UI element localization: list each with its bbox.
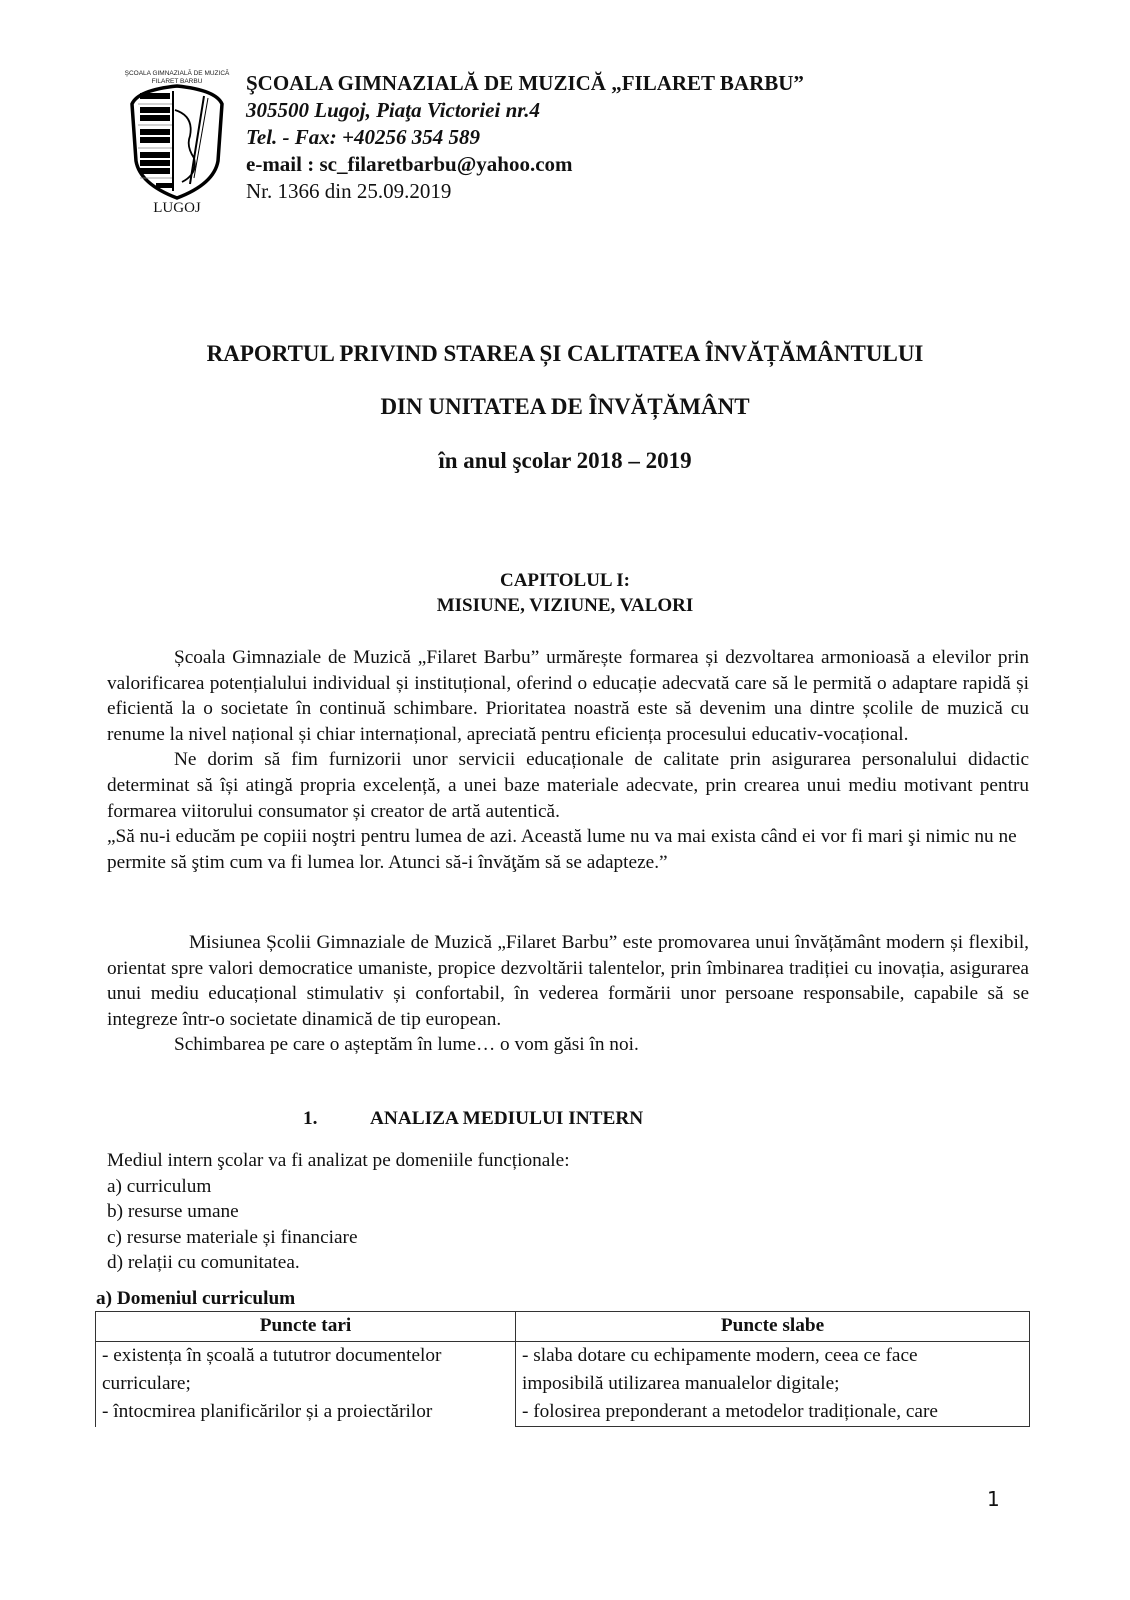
registration-number: Nr. 1366 din 25.09.2019 xyxy=(246,179,452,203)
mission-paragraph: Misiunea Școlii Gimnaziale de Muzică „Filaret Barbu” este promovarea unui învățământ modern și flexibil, orientat spre valori democratice umaniste, propice dezvoltării talentelor, prin îmbinarea tradiției cu inovația, asigurarea unui mediu educațional stimulativ și confortabil, în vederea formării unor persoane responsabile, capabile să se integreze într-o societate dinamică de tip european. xyxy=(107,932,1029,1030)
report-title-line-3: în anul şcolar 2018 – 2019 xyxy=(438,448,692,473)
weakness-line: - folosirea preponderant a metodelor tradiționale, care xyxy=(522,1401,938,1422)
quote-paragraph: „Să nu-i educăm pe copiii noştri pentru lumea de azi. Această lume nu va mai exista când ei vor fi mari şi nimic nu ne permite să ştim cum va fi lumea lor. Atunci să-i învăţăm să se adapteze.” xyxy=(107,826,1017,873)
mission-section xyxy=(107,930,1029,1058)
vision-paragraph-2: Ne dorim să fim furnizorii unor servicii educaționale de calitate prin asigurarea personalului didactic determinat să își atingă propria excelență, a unei baze materiale adecvate, prin crearea unui mediu motivant pentru formarea viitorului consumator și creator de artă autentică. xyxy=(107,749,1029,822)
column-header-strengths: Puncte tari xyxy=(96,1312,516,1342)
domains-list xyxy=(107,1148,570,1276)
page-number: 1 xyxy=(987,1487,1000,1511)
letterhead xyxy=(246,70,804,205)
strength-line: - existența în școală a tututror documentelor xyxy=(102,1345,442,1366)
domain-heading: a) Domeniul curriculum xyxy=(96,1288,296,1309)
svg-text:FILARET BARBU: FILARET BARBU xyxy=(151,78,203,85)
weakness-line: imposibilă utilizarea manualelor digitale; xyxy=(522,1373,840,1394)
weakness-line: - slaba dotare cu echipamente modern, ceea ce face xyxy=(522,1345,918,1366)
list-item: c) resurse materiale și financiare xyxy=(107,1226,358,1248)
report-title-line-1: RAPORTUL PRIVIND STAREA ȘI CALITATEA ÎNVĂȚĂMÂNTULUI xyxy=(206,341,924,366)
list-item: a) curriculum xyxy=(107,1175,212,1197)
swot-table xyxy=(95,1311,1030,1427)
motto-paragraph: Schimbarea pe care o așteptăm în lume… o vom găsi în noi. xyxy=(174,1034,639,1056)
piano-violin-crest-icon xyxy=(118,66,236,216)
strength-line: curriculare; xyxy=(102,1373,191,1394)
vision-paragraph-1: Școala Gimnaziale de Muzică „Filaret Barbu” urmărește formarea și dezvoltarea armonioasă a elevilor prin valorificarea potențialului individual și instituțional, oferind o educație adecvată care să le permită o adaptare rapidă și eficientă la o societate în continuă schimbare. Prioritatea noastră este să devenim una dintre școlile de muzică cu renume la nivel național și chiar internațional, apreciată pentru eficiența procesului educativ-vocațional. xyxy=(107,647,1029,745)
section-number: 1. xyxy=(303,1108,318,1129)
strength-line: - întocmirea planificărilor și a proiectărilor xyxy=(102,1401,433,1422)
vision-section xyxy=(107,645,1029,875)
school-logo xyxy=(118,66,236,216)
chapter-heading xyxy=(0,568,1130,618)
section-heading xyxy=(303,1108,643,1130)
school-email: e-mail : sc_filaretbarbu@yahoo.com xyxy=(246,152,573,176)
table-row xyxy=(96,1342,1030,1427)
svg-text:LUGOJ: LUGOJ xyxy=(153,200,201,216)
chapter-subtitle: MISIUNE, VIZIUNE, VALORI xyxy=(436,595,694,616)
school-phone: Tel. - Fax: +40256 354 589 xyxy=(246,125,481,149)
list-item: b) resurse umane xyxy=(107,1201,239,1222)
domains-intro: Mediul intern şcolar va fi analizat pe domeniile funcționale: xyxy=(107,1150,570,1171)
svg-text:ŞCOALA GIMNAZIALĂ DE MUZICĂ: ŞCOALA GIMNAZIALĂ DE MUZICĂ xyxy=(124,70,230,77)
school-address: 305500 Lugoj, Piaţa Victoriei nr.4 xyxy=(246,98,541,122)
chapter-label: CAPITOLUL I: xyxy=(499,570,631,591)
list-item: d) relații cu comunitatea. xyxy=(107,1252,300,1273)
column-header-weaknesses: Puncte slabe xyxy=(516,1312,1030,1342)
table-header-row xyxy=(96,1312,1030,1342)
section-title: ANALIZA MEDIULUI INTERN xyxy=(370,1108,644,1129)
report-title-line-2: DIN UNITATEA DE ÎNVĂȚĂMÂNT xyxy=(380,394,750,419)
school-name: ŞCOALA GIMNAZIALĂ DE MUZICĂ „FILARET BARBU” xyxy=(246,71,804,95)
